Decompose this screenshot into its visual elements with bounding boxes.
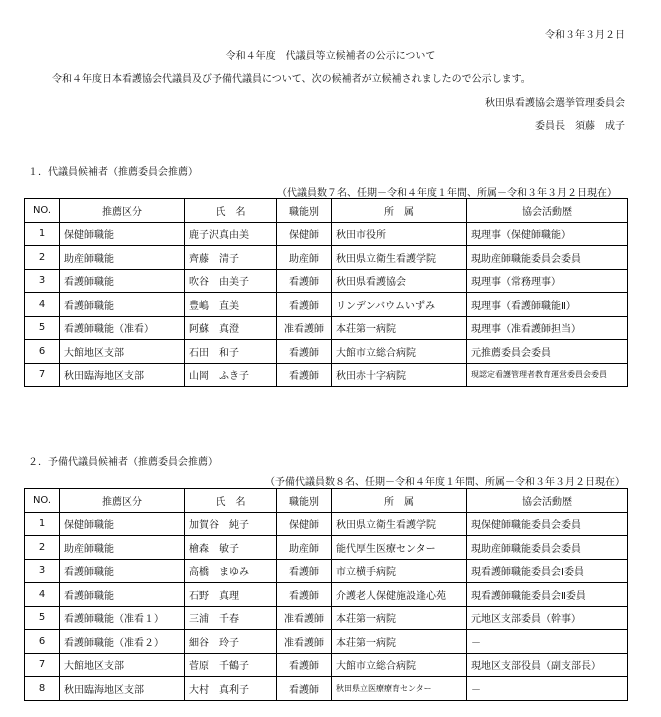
cell-category: 看護師職能	[60, 269, 185, 293]
col-affiliation-header: 所 属	[332, 199, 467, 223]
cell-category: 保健師職能	[60, 512, 185, 536]
section2-note: （予備代議員数８名、任期－令和４年度１年間、所属－令和３年３月２日現在）	[265, 477, 625, 488]
cell-category: 看護師職能	[60, 293, 185, 317]
cell-no: 2	[25, 246, 60, 270]
table-row	[25, 363, 628, 387]
cell-name: 齊藤 清子	[185, 246, 277, 270]
cell-role: 看護師	[277, 363, 332, 387]
cell-category: 助産師職能	[60, 246, 185, 270]
cell-name: 鹿子沢真由美	[185, 222, 277, 246]
cell-name: 石野 真理	[185, 583, 277, 607]
col-role-header: 職能別	[277, 199, 332, 223]
cell-affiliation: 本荘第一病院	[332, 606, 467, 630]
cell-history: 現地区支部役員（副支部長）	[467, 653, 628, 677]
col-category-header: 推薦区分	[60, 199, 185, 223]
cell-role: 看護師	[277, 340, 332, 364]
col-name-header: 氏 名	[185, 199, 277, 223]
cell-category: 秋田臨海地区支部	[60, 677, 185, 701]
cell-no: 7	[25, 363, 60, 387]
cell-no: 1	[25, 512, 60, 536]
col-affiliation-header: 所 属	[332, 489, 467, 513]
cell-role: 看護師	[277, 653, 332, 677]
col-category-header: 推薦区分	[60, 489, 185, 513]
table-row	[25, 316, 628, 340]
cell-role: 保健師	[277, 222, 332, 246]
notice-title: 令和４年度 代議員等立候補者の公示について	[225, 51, 436, 62]
cell-category: 看護師職能（准看）	[60, 316, 185, 340]
cell-category: 看護師職能	[60, 583, 185, 607]
cell-history: 現理事（准看護師担当）	[467, 316, 628, 340]
cell-category: 看護師職能	[60, 559, 185, 583]
cell-name: 大村 真利子	[185, 677, 277, 701]
cell-name: 加賀谷 純子	[185, 512, 277, 536]
cell-history: 元推薦委員会委員	[467, 340, 628, 364]
cell-affiliation: 市立横手病院	[332, 559, 467, 583]
table-row	[25, 222, 628, 246]
table-row	[25, 340, 628, 364]
table-header-row	[25, 489, 628, 513]
cell-role: 看護師	[277, 583, 332, 607]
chair-name: 委員長 須藤 成子	[535, 121, 625, 132]
cell-affiliation: 秋田赤十字病院	[332, 363, 467, 387]
cell-name: 三浦 千春	[185, 606, 277, 630]
cell-name: 石田 和子	[185, 340, 277, 364]
cell-affiliation: リンデンバウムいずみ	[332, 293, 467, 317]
cell-name: 檜森 敏子	[185, 536, 277, 560]
cell-role: 准看護師	[277, 606, 332, 630]
cell-no: 6	[25, 630, 60, 654]
table-row	[25, 583, 628, 607]
cell-history: 現理事（看護師職能Ⅱ）	[467, 293, 628, 317]
cell-category: 看護師職能（准看２）	[60, 630, 185, 654]
cell-role: 助産師	[277, 536, 332, 560]
cell-affiliation: 秋田県立衛生看護学院	[332, 246, 467, 270]
cell-history: 現助産師職能委員会委員	[467, 536, 628, 560]
cell-role: 准看護師	[277, 316, 332, 340]
cell-role: 准看護師	[277, 630, 332, 654]
cell-history: 現看護師職能委員会Ⅱ委員	[467, 583, 628, 607]
cell-history: 現理事（常務理事）	[467, 269, 628, 293]
cell-name: 阿蘇 真澄	[185, 316, 277, 340]
cell-no: 1	[25, 222, 60, 246]
cell-no: 3	[25, 559, 60, 583]
cell-history: 現保健師職能委員会委員	[467, 512, 628, 536]
cell-role: 保健師	[277, 512, 332, 536]
cell-no: 2	[25, 536, 60, 560]
delegate-table	[24, 198, 628, 387]
organization-name: 秋田県看護協会選挙管理委員会	[485, 98, 625, 109]
cell-history: －	[467, 677, 628, 701]
cell-category: 助産師職能	[60, 536, 185, 560]
cell-role: 看護師	[277, 293, 332, 317]
cell-affiliation: 大館市立総合病院	[332, 340, 467, 364]
cell-no: 4	[25, 293, 60, 317]
cell-no: 7	[25, 653, 60, 677]
cell-role: 看護師	[277, 559, 332, 583]
table-header-row	[25, 199, 628, 223]
cell-no: 8	[25, 677, 60, 701]
cell-history: 現理事（保健師職能）	[467, 222, 628, 246]
cell-history: 現認定看護管理者教育運営委員会委員	[467, 363, 628, 387]
table-row	[25, 512, 628, 536]
cell-name: 細谷 玲子	[185, 630, 277, 654]
table-row	[25, 677, 628, 701]
cell-category: 保健師職能	[60, 222, 185, 246]
cell-no: 5	[25, 316, 60, 340]
cell-category: 看護師職能（准看１）	[60, 606, 185, 630]
table-row	[25, 536, 628, 560]
cell-no: 3	[25, 269, 60, 293]
cell-name: 豊嶋 直美	[185, 293, 277, 317]
cell-affiliation: 秋田県立医療療育センター	[332, 677, 467, 701]
table-row	[25, 246, 628, 270]
col-history-header: 協会活動歴	[467, 199, 628, 223]
table-row	[25, 269, 628, 293]
cell-affiliation: 本荘第一病院	[332, 316, 467, 340]
cell-no: 5	[25, 606, 60, 630]
col-no-header: NO.	[25, 489, 60, 513]
cell-affiliation: 能代厚生医療センター	[332, 536, 467, 560]
cell-role: 看護師	[277, 269, 332, 293]
cell-name: 菅原 千鶴子	[185, 653, 277, 677]
cell-affiliation: 秋田県看護協会	[332, 269, 467, 293]
cell-name: 高橋 まゆみ	[185, 559, 277, 583]
cell-category: 秋田臨海地区支部	[60, 363, 185, 387]
cell-no: 6	[25, 340, 60, 364]
col-role-header: 職能別	[277, 489, 332, 513]
col-no-header: NO.	[25, 199, 60, 223]
section2-heading: ２．予備代議員候補者（推薦委員会推薦）	[28, 457, 218, 468]
table-row	[25, 630, 628, 654]
cell-affiliation: 大館市立総合病院	[332, 653, 467, 677]
table-row	[25, 559, 628, 583]
cell-affiliation: 秋田県立衛生看護学院	[332, 512, 467, 536]
cell-affiliation: 本荘第一病院	[332, 630, 467, 654]
cell-history: －	[467, 630, 628, 654]
col-name-header: 氏 名	[185, 489, 277, 513]
cell-history: 元地区支部委員（幹事）	[467, 606, 628, 630]
cell-affiliation: 秋田市役所	[332, 222, 467, 246]
cell-name: 吹谷 由美子	[185, 269, 277, 293]
col-history-header: 協会活動歴	[467, 489, 628, 513]
table-row	[25, 653, 628, 677]
cell-name: 山岡 ふき子	[185, 363, 277, 387]
cell-category: 大館地区支部	[60, 653, 185, 677]
table-row	[25, 606, 628, 630]
cell-history: 現助産師職能委員会委員	[467, 246, 628, 270]
cell-category: 大館地区支部	[60, 340, 185, 364]
section1-note: （代議員数７名、任期－令和４年度１年間、所属－令和３年３月２日現在）	[277, 188, 617, 199]
table-row	[25, 293, 628, 317]
cell-role: 助産師	[277, 246, 332, 270]
cell-role: 看護師	[277, 677, 332, 701]
cell-affiliation: 介護老人保健施設逢心苑	[332, 583, 467, 607]
section1-heading: １．代議員候補者（推薦委員会推薦）	[28, 167, 198, 178]
cell-history: 現看護師職能委員会Ⅰ委員	[467, 559, 628, 583]
alternate-delegate-table	[24, 488, 628, 701]
date-line: 令和３年３月２日	[545, 30, 625, 41]
intro-text: 令和４年度日本看護協会代議員及び予備代議員について、次の候補者が立候補されましたので公示します。	[52, 74, 531, 85]
cell-no: 4	[25, 583, 60, 607]
